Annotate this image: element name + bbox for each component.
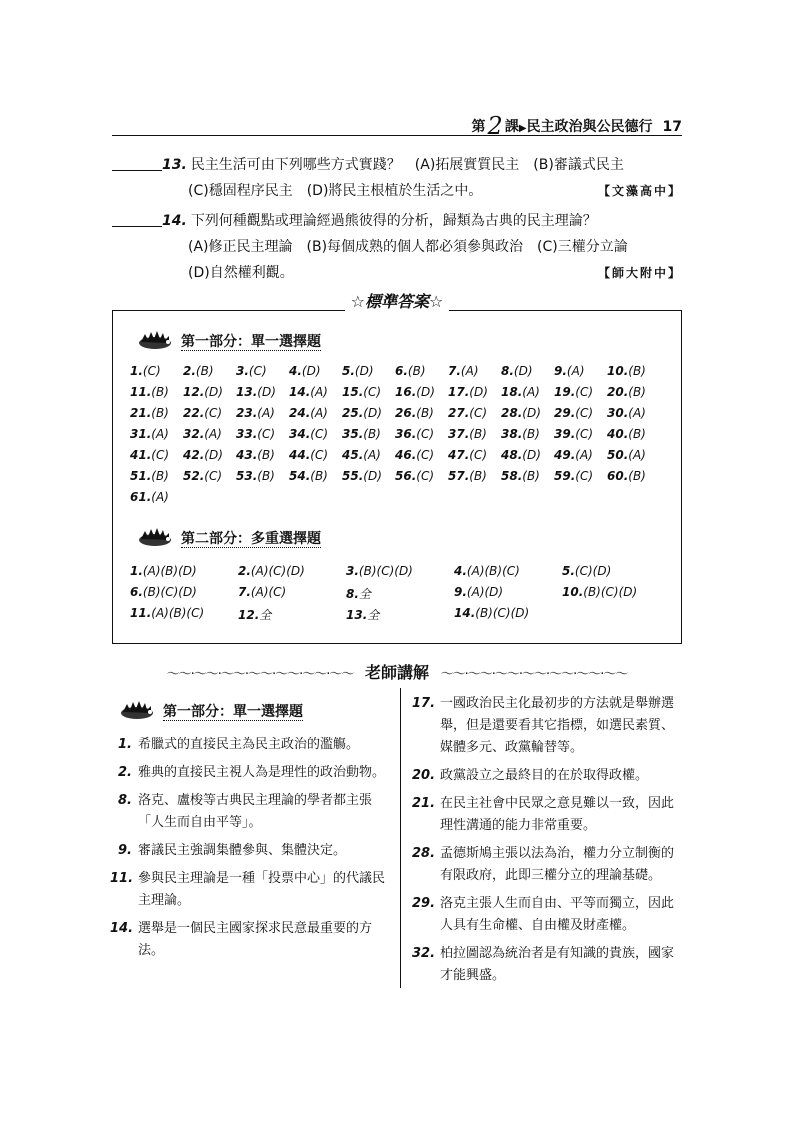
explanation-text: 在民主社會中民眾之意見難以一致，因此理性溝通的能力非常重要。 bbox=[440, 796, 675, 833]
answer-cell: 53.(B) bbox=[236, 469, 275, 483]
answer-cell: 61.(A) bbox=[130, 490, 169, 504]
answer-cell: 38.(B) bbox=[501, 427, 540, 441]
explanation-text: 雅典的直接民主視人為是理性的政治動物。 bbox=[138, 765, 386, 780]
answer-cell: 52.(C) bbox=[183, 469, 223, 483]
answer-cell: 5.(C)(D) bbox=[562, 564, 612, 578]
answer-row bbox=[130, 385, 670, 406]
hedgehog-icon bbox=[135, 330, 175, 350]
answer-row bbox=[130, 585, 670, 606]
answer-cell: 54.(B) bbox=[289, 469, 328, 483]
explanation-text: 參與民主理論是一種「投票中心」的代議民主理論。 bbox=[138, 871, 386, 908]
answer-cell: 29.(C) bbox=[554, 406, 594, 420]
answer-cell: 59.(C) bbox=[554, 469, 594, 483]
answer-cell: 19.(C) bbox=[554, 385, 594, 399]
question-line: 下列何種觀點或理論經過熊彼得的分析，歸類為古典的民主理論？ bbox=[190, 213, 597, 229]
explanation-text: 選舉是一個民主國家探求民意最重要的方法。 bbox=[138, 921, 373, 958]
answer-row bbox=[130, 406, 670, 427]
answer-cell: 60.(B) bbox=[607, 469, 646, 483]
answer-cell: 13.(D) bbox=[236, 385, 276, 399]
explanation-number: 21. bbox=[412, 796, 436, 811]
answer-cell: 8.全 bbox=[346, 587, 371, 601]
explanation-item bbox=[412, 943, 674, 987]
explanation-number: 32. bbox=[412, 946, 436, 961]
answer-box-title: ☆標準答案☆ bbox=[110, 289, 684, 312]
answer-cell: 49.(A) bbox=[554, 448, 593, 462]
explanation-text: 一國政治民主化最初步的方法就是舉辦選舉，但是還要看其它指標，如選民素質、媒體多元、政黨輪替等。 bbox=[440, 696, 675, 755]
question-source: 【師大附中】 bbox=[597, 266, 682, 280]
answer-cell: 57.(B) bbox=[448, 469, 487, 483]
explanation-number: 2. bbox=[118, 765, 132, 780]
answer-cell: 12.(D) bbox=[183, 385, 223, 399]
header-rule bbox=[112, 135, 682, 136]
answer-cell: 14.(B)(C)(D) bbox=[454, 606, 530, 620]
answer-cell: 41.(C) bbox=[130, 448, 170, 462]
answer-cell: 51.(B) bbox=[130, 469, 169, 483]
answer-cell: 6.(B)(C)(D) bbox=[130, 585, 197, 599]
answer-cell: 45.(A) bbox=[342, 448, 381, 462]
answer-cell: 27.(C) bbox=[448, 406, 488, 420]
answer-cell: 32.(A) bbox=[183, 427, 222, 441]
answer-cell: 8.(D) bbox=[501, 364, 533, 378]
answer-cell: 40.(B) bbox=[607, 427, 646, 441]
answer-cell: 9.(A) bbox=[554, 364, 585, 378]
question-line: (A)修正民主理論 (B)每個成熟的個人都必須參與政治 (C)三權分立論 bbox=[188, 239, 628, 255]
teacher-heading bbox=[112, 660, 682, 683]
answer-cell: 7.(A) bbox=[448, 364, 479, 378]
answer-cell: 3.(C) bbox=[236, 364, 267, 378]
answer-cell: 31.(A) bbox=[130, 427, 169, 441]
answer-cell: 17.(D) bbox=[448, 385, 488, 399]
explanation-item bbox=[412, 843, 674, 887]
explanation-text: 審議民主強調集體參與、集體決定。 bbox=[138, 843, 347, 858]
explanation-number: 8. bbox=[118, 793, 132, 808]
wave-divider: 〜〜·〜〜·〜〜·〜〜·〜〜·〜〜·〜〜 bbox=[166, 667, 354, 682]
question-line: 民主生活可由下列哪些方式實踐？ (A)拓展實質民主 (B)審議式民主 bbox=[190, 157, 624, 173]
explanation-item bbox=[412, 693, 674, 759]
answer-cell: 1.(A)(B)(D) bbox=[130, 564, 197, 578]
explanation-number: 14. bbox=[110, 921, 134, 936]
answer-cell: 28.(D) bbox=[501, 406, 541, 420]
hedgehog-icon bbox=[117, 700, 157, 720]
lesson-suffix: 課 bbox=[504, 119, 519, 135]
answer-cell: 33.(C) bbox=[236, 427, 276, 441]
question-line: (C)穩固程序民主 (D)將民主根植於生活之中。 bbox=[188, 183, 483, 199]
answer-cell: 7.(A)(C) bbox=[238, 585, 287, 599]
lesson-number: 2 bbox=[487, 112, 503, 140]
answer-cell: 6.(B) bbox=[395, 364, 426, 378]
answer-row bbox=[130, 427, 670, 448]
explanation-number: 17. bbox=[412, 696, 436, 711]
answer-cell: 47.(C) bbox=[448, 448, 488, 462]
answer-cell: 35.(B) bbox=[342, 427, 381, 441]
teacher-title: 老師講解 bbox=[364, 663, 429, 682]
lesson-title: 民主政治與公民德行 bbox=[526, 119, 653, 135]
answer-cell: 56.(C) bbox=[395, 469, 435, 483]
answer-cell: 26.(B) bbox=[395, 406, 434, 420]
explanation-number: 9. bbox=[118, 843, 132, 858]
explanation-text: 希臘式的直接民主為民主政治的濫觴。 bbox=[138, 737, 360, 752]
part2-answers bbox=[130, 564, 670, 627]
explanation-item bbox=[110, 840, 385, 862]
question-14 bbox=[112, 208, 682, 286]
arrow-icon: ▶ bbox=[518, 123, 527, 134]
answer-cell: 12.全 bbox=[238, 608, 272, 622]
answer-cell: 11.(A)(B)(C) bbox=[130, 606, 205, 620]
page-number: 17 bbox=[662, 119, 682, 135]
answer-blank[interactable] bbox=[112, 210, 162, 227]
answer-cell: 2.(B) bbox=[183, 364, 214, 378]
answer-row bbox=[130, 448, 670, 469]
explanation-number: 29. bbox=[412, 896, 436, 911]
question-line: (D)自然權利觀。 bbox=[188, 265, 294, 281]
explanation-text: 洛克主張人生而自由、平等而獨立，因此人具有生命權、自由權及財產權。 bbox=[440, 896, 675, 933]
explanations-right bbox=[412, 693, 674, 993]
answer-cell: 34.(C) bbox=[289, 427, 329, 441]
explanation-number: 1. bbox=[118, 737, 132, 752]
answer-cell: 2.(A)(C)(D) bbox=[238, 564, 305, 578]
answer-cell: 39.(C) bbox=[554, 427, 594, 441]
answer-cell: 4.(A)(B)(C) bbox=[454, 564, 520, 578]
answer-cell: 37.(B) bbox=[448, 427, 487, 441]
part2-heading: 第二部分：多重選擇題 bbox=[135, 527, 321, 548]
answer-cell: 15.(C) bbox=[342, 385, 382, 399]
explanation-item bbox=[110, 918, 385, 962]
question-13 bbox=[112, 152, 682, 204]
question-number: 14. bbox=[162, 213, 187, 229]
answer-row bbox=[130, 490, 670, 511]
explanation-text: 孟德斯鳩主張以法為治，權力分立制衡的有限政府，此即三權分立的理論基礎。 bbox=[440, 846, 675, 883]
answer-row bbox=[130, 469, 670, 490]
answer-cell: 21.(B) bbox=[130, 406, 169, 420]
answer-cell: 13.全 bbox=[346, 608, 380, 622]
answer-cell: 25.(D) bbox=[342, 406, 382, 420]
answer-cell: 22.(C) bbox=[183, 406, 223, 420]
explanation-text: 柏拉圖認為統治者是有知識的貴族，國家才能興盛。 bbox=[440, 946, 675, 983]
explanation-item bbox=[110, 762, 385, 784]
answer-cell: 30.(A) bbox=[607, 406, 646, 420]
explanation-item bbox=[110, 868, 385, 912]
part1-heading: 第一部分：單一選擇題 bbox=[135, 330, 321, 351]
explanation-text: 政黨設立之最終目的在於取得政權。 bbox=[440, 768, 649, 783]
explanation-number: 20. bbox=[412, 768, 436, 783]
answer-cell: 58.(B) bbox=[501, 469, 540, 483]
answer-cell: 48.(D) bbox=[501, 448, 541, 462]
answer-cell: 36.(C) bbox=[395, 427, 435, 441]
answer-cell: 5.(D) bbox=[342, 364, 374, 378]
explanation-item bbox=[110, 734, 385, 756]
answer-blank[interactable] bbox=[112, 154, 162, 171]
explanation-number: 28. bbox=[412, 846, 436, 861]
answer-cell: 46.(C) bbox=[395, 448, 435, 462]
explanation-number: 11. bbox=[110, 871, 134, 886]
answer-cell: 16.(D) bbox=[395, 385, 435, 399]
answer-cell: 55.(D) bbox=[342, 469, 382, 483]
answer-cell: 9.(A)(D) bbox=[454, 585, 504, 599]
answer-cell: 20.(B) bbox=[607, 385, 646, 399]
explanations-left bbox=[110, 734, 385, 968]
answer-cell: 3.(B)(C)(D) bbox=[346, 564, 413, 578]
part1-answers bbox=[130, 364, 670, 511]
column-divider bbox=[400, 688, 401, 988]
answer-cell: 43.(B) bbox=[236, 448, 275, 462]
explanation-item bbox=[110, 790, 385, 834]
explanation-text: 洛克、盧梭等古典民主理論的學者都主張「人生而自由平等」。 bbox=[138, 793, 373, 830]
wave-divider: 〜〜·〜〜·〜〜·〜〜·〜〜·〜〜·〜〜 bbox=[440, 667, 628, 682]
answer-cell: 14.(A) bbox=[289, 385, 328, 399]
lesson-prefix: 第 bbox=[471, 119, 486, 135]
answer-cell: 18.(A) bbox=[501, 385, 540, 399]
answer-cell: 24.(A) bbox=[289, 406, 328, 420]
explanation-item bbox=[412, 793, 674, 837]
answer-row bbox=[130, 606, 670, 627]
answer-row bbox=[130, 564, 670, 585]
question-source: 【文藻高中】 bbox=[597, 184, 682, 198]
answer-cell: 44.(C) bbox=[289, 448, 329, 462]
explanation-item bbox=[412, 893, 674, 937]
teacher-section-heading: 第一部分：單一選擇題 bbox=[117, 700, 303, 721]
answer-cell: 23.(A) bbox=[236, 406, 275, 420]
answer-cell: 50.(A) bbox=[607, 448, 646, 462]
answer-cell: 11.(B) bbox=[130, 385, 169, 399]
answer-cell: 10.(B) bbox=[607, 364, 646, 378]
hedgehog-icon bbox=[135, 527, 175, 547]
answer-cell: 1.(C) bbox=[130, 364, 161, 378]
answer-cell: 42.(D) bbox=[183, 448, 223, 462]
answer-cell: 4.(D) bbox=[289, 364, 321, 378]
answer-cell: 10.(B)(C)(D) bbox=[562, 585, 638, 599]
question-number: 13. bbox=[162, 157, 187, 173]
explanation-item bbox=[412, 765, 674, 787]
answer-row bbox=[130, 364, 670, 385]
